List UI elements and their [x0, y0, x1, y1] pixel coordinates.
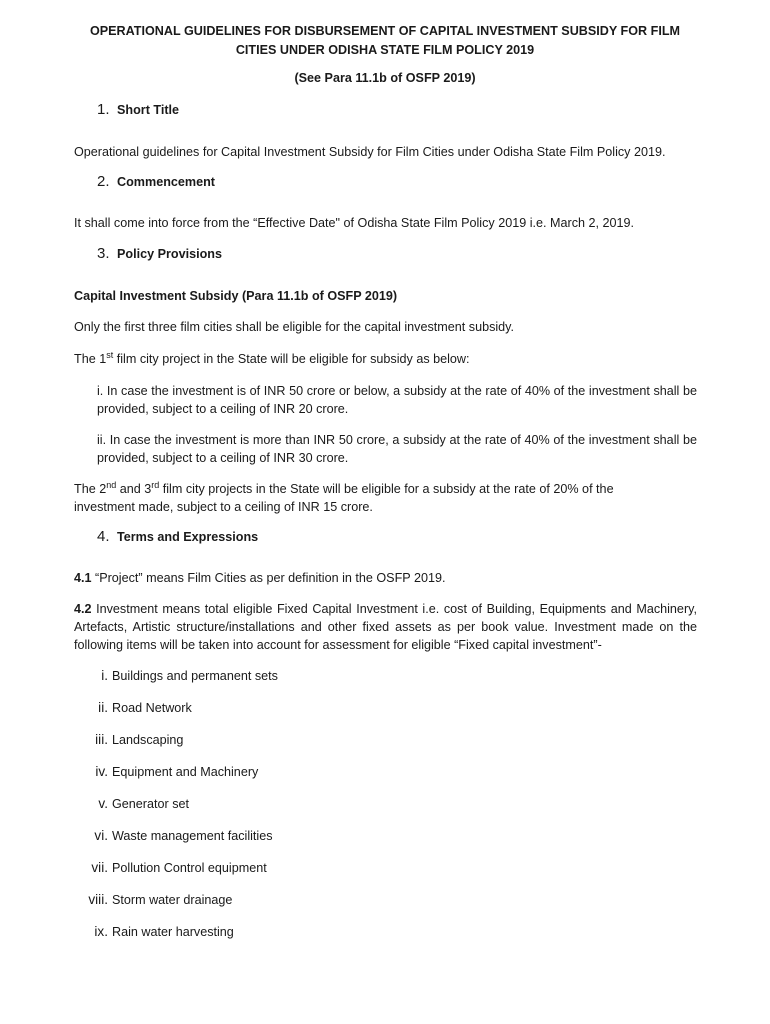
second-third-b: and 3 — [116, 482, 152, 496]
subsidy-eligibility: Only the first three film cities shall be eligible for the capital investment subsidy. — [74, 320, 515, 334]
list-item-label: Road Network — [112, 701, 192, 715]
section-1-heading — [97, 101, 179, 119]
subsidy-case-i: i. In case the investment is of INR 50 crore or below, a subsidy at the rate of 40% of the investment shall be provided, subject to a ceiling of INR 20 crore. — [97, 384, 697, 416]
second-sup: nd — [106, 479, 117, 490]
list-item-number: i. — [101, 668, 108, 683]
term-4-2-number: 4.2 — [74, 602, 92, 616]
document-subtitle: (See Para 11.1b of OSFP 2019) — [294, 71, 476, 85]
first-city-text — [74, 350, 697, 368]
list-item-label: Storm water drainage — [112, 893, 233, 907]
list-item — [60, 795, 680, 813]
second-third-city-text — [74, 480, 649, 516]
title-line-2: CITIES UNDER ODISHA STATE FILM POLICY 2019 — [235, 43, 535, 57]
list-item-label: Generator set — [112, 797, 190, 811]
term-4-2-text: Investment means total eligible Fixed Capital Investment i.e. cost of Building, Equipments and Machinery, Artefacts, Artistic structure/installations and other fixed assets as per book value. Investment made on the following items will be taken into account for assessment for eligible “Fixed capital investment”- — [74, 602, 697, 652]
list-item-number: ii. — [98, 700, 108, 715]
list-item-label: Rain water harvesting — [112, 925, 234, 939]
section-2-number: 2. — [97, 173, 110, 190]
term-4-1-number: 4.1 — [74, 571, 92, 585]
list-item — [60, 827, 680, 845]
term-4-1 — [74, 569, 697, 587]
list-item — [60, 923, 680, 941]
list-item-number: iii. — [95, 732, 108, 747]
list-item — [60, 731, 680, 749]
list-item-label: Equipment and Machinery — [112, 765, 259, 779]
list-item — [60, 667, 680, 685]
list-item-number: vi. — [94, 828, 108, 843]
list-item — [60, 699, 680, 717]
section-4-heading — [97, 528, 258, 546]
section-4-title: Terms and Expressions — [117, 530, 259, 544]
term-4-2 — [74, 600, 697, 654]
section-1-number: 1. — [97, 101, 110, 118]
term-4-1-text: “Project” means Film Cities as per definition in the OSFP 2019. — [91, 571, 446, 585]
section-1-text: Operational guidelines for Capital Investment Subsidy for Film Cities under Odisha State Film Policy 2019. — [74, 145, 666, 159]
list-item — [60, 891, 680, 909]
section-2-text: It shall come into force from the “Effective Date" of Odisha State Film Policy 2019 i.e. March 2, 2019. — [74, 216, 635, 230]
second-third-c: film city projects in the State will be eligible for a subsidy at the rate of 20% of the investment made, subject to a ceiling of INR 15 crore. — [74, 482, 614, 514]
list-item-number: vii. — [91, 860, 108, 875]
list-item — [60, 859, 680, 877]
title-line-1: OPERATIONAL GUIDELINES FOR DISBURSEMENT OF CAPITAL INVESTMENT SUBSIDY FOR FILM — [89, 24, 681, 38]
list-item-label: Landscaping — [112, 733, 184, 747]
list-item-number: v. — [98, 796, 108, 811]
subsidy-case-ii: ii. In case the investment is more than INR 50 crore, a subsidy at the rate of 40% of the investment shall be provided, subject to a ceiling of INR 30 crore. — [97, 433, 697, 465]
list-item-number: ix. — [94, 924, 108, 939]
document-title — [60, 22, 710, 60]
list-item-label: Buildings and permanent sets — [112, 669, 278, 683]
second-third-a: The 2 — [74, 482, 107, 496]
first-city-sup: st — [106, 349, 114, 360]
list-item — [60, 763, 680, 781]
first-city-pre: The 1 — [74, 352, 107, 366]
list-item-number: iv. — [95, 764, 108, 779]
first-city-post: film city project in the State will be eligible for subsidy as below: — [113, 352, 470, 366]
third-sup: rd — [151, 479, 160, 490]
list-item-label: Waste management facilities — [112, 829, 273, 843]
section-4-number: 4. — [97, 528, 110, 545]
section-3-title: Policy Provisions — [117, 247, 223, 261]
subsidy-heading: Capital Investment Subsidy (Para 11.1b of OSFP 2019) — [74, 289, 398, 303]
section-3-number: 3. — [97, 245, 110, 262]
list-item-label: Pollution Control equipment — [112, 861, 267, 875]
section-3-heading — [97, 245, 222, 263]
section-1-title: Short Title — [117, 103, 180, 117]
list-item-number: viii. — [88, 892, 108, 907]
section-2-title: Commencement — [117, 175, 215, 189]
section-2-heading — [97, 173, 215, 191]
